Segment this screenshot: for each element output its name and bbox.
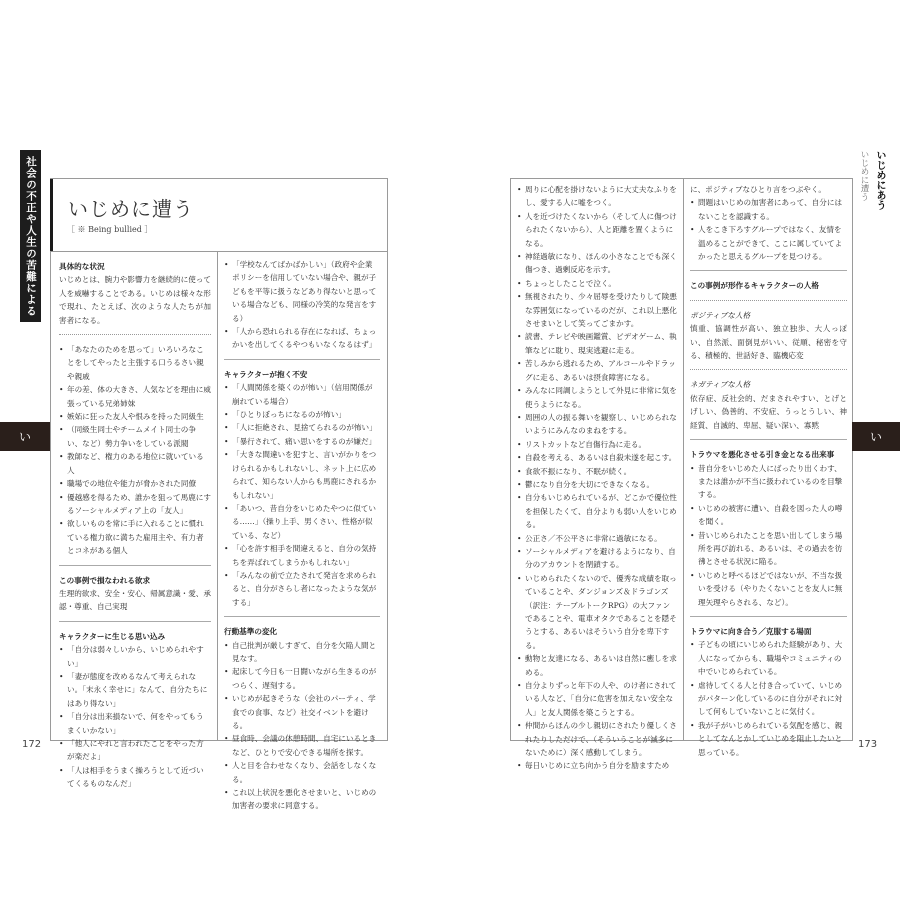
list-item: • 公正さ／不公平さに非常に過敏になる。	[517, 532, 677, 545]
list-item: • 問題はいじめの加害者にあって、自分にはないことを認識する。	[690, 196, 847, 223]
entry-tab-bold: いじめにあう	[874, 150, 885, 210]
list-item: • 「人は相手をうまく操ろうとして近づいてくるものなんだ」	[59, 764, 211, 791]
list-item: • 「他人にやれと言われたことをやった方が楽だよ」	[59, 737, 211, 764]
page-number-right: 173	[858, 739, 878, 750]
section-heading: この事例で損なわれる欲求	[59, 575, 151, 585]
list-item: • 毎日いじめに立ち向かう自分を励ますため	[517, 759, 677, 772]
left-page-column-1	[59, 258, 211, 791]
section-divider	[59, 334, 211, 335]
list-item: • 自己批判が厳しすぎて、自分を欠陥人間と見なす。	[224, 639, 380, 666]
index-tab-right-label: い	[869, 430, 882, 444]
list-item: • 人と目を合わせなくなり、会話をしなくなる。	[224, 759, 380, 786]
bullet-list	[59, 343, 211, 558]
bullet-list	[690, 462, 847, 609]
list-item: • 起床して今日も一日闘いながら生きるのがつらく、遅刻する。	[224, 665, 380, 692]
list-item: • 無視されたり、少々屈辱を受けたりして険悪な雰囲気になっているのだが、これ以上悪化させまいとして笑ってごまかす。	[517, 290, 677, 330]
section-divider	[690, 616, 847, 617]
list-item: • いじめの被害に遭い、自殺を図った人の噂を聞く。	[690, 502, 847, 529]
list-item: • 読書、テレビや映画鑑賞、ビデオゲーム、執筆などに耽り、現実逃避に走る。	[517, 330, 677, 357]
list-item: • ちょっとしたことで泣く。	[517, 277, 677, 290]
list-item: • リストカットなど自傷行為に走る。	[517, 438, 677, 451]
list-item: • いじめと呼べるほどではないが、不当な扱いを受ける（やりたくないことを友人に無理矢理やらされる、など）。	[690, 569, 847, 609]
list-item: • 苦しみから逃れるため、アルコールやドラッグに走る、あるいは摂食障害になる。	[517, 357, 677, 384]
list-item: • 「自分は弱々しいから、いじめられやすい」	[59, 643, 211, 670]
list-item: • 昼食時、会議の休憩時間、自宅にいるときなど、ひとりで安心できる場所を探す。	[224, 732, 380, 759]
list-item: • 「人から恐れられる存在になれば、ちょっかいを出してくるやつもいなくなるはず」	[224, 325, 380, 352]
section-paragraph: 依存症、反社会的、だまされやすい、とげとげしい、偽善的、不安症、うっとうしい、神経質、自滅的、卑屈、疑い深い、寡黙	[690, 393, 847, 430]
list-item: • 自分もいじめられているが、どこかで優位性を担保したくて、自分よりも弱い人をいじめる。	[517, 491, 677, 531]
list-item: • これ以上状況を悪化させまいと、いじめの加害者の要求に同意する。	[224, 786, 380, 813]
list-item: • 教師など、権力のある地位に就いている人	[59, 450, 211, 477]
index-tab-right[interactable]	[852, 422, 900, 451]
section-divider	[59, 565, 211, 566]
list-item: • （同級生同士やチームメイト同士の争い、など）勢力争いをしている派閥	[59, 423, 211, 450]
list-item: • 自分よりずっと年下の人や、のけ者にされている人など、「自分に危害を加えない安全な人」と友人関係を築こうとする。	[517, 679, 677, 719]
list-item: • 虐待してくる人と付き合っていて、いじめがパターン化しているのに自分がそれに対して何もしていないことに気付く。	[690, 679, 847, 719]
section-divider	[690, 369, 847, 370]
bullet-list	[224, 639, 380, 813]
list-item: • 「あいつ、昔自分をいじめたやつに似ている……」（操り上手、男くさい、性格が似ている、など）	[224, 502, 380, 542]
entry-tab-light: いじめに遭う	[859, 150, 869, 201]
list-item: • 動物と友達になる、あるいは自然に癒しを求める。	[517, 652, 677, 679]
continued-text: に、ポジティブなひとり言をつぶやく。	[690, 185, 826, 194]
list-item: • 「大きな間違いを犯すと、言いがかりをつけられるかもしれないし、ネット上に広められて、知らない人からも馬鹿にされるかもしれない」	[224, 448, 380, 502]
section-heading: トラウマに向き合う／克服する場面	[690, 626, 812, 636]
list-item: • 「ひとりぼっちになるのが怖い」	[224, 408, 380, 421]
bullet-list	[224, 258, 380, 352]
list-item: • 「あなたのためを思って」いろいろなことをしてやったと主張する口うるさい親や親戚	[59, 343, 211, 383]
section-divider	[690, 300, 847, 301]
page-title: いじめに遭う	[68, 197, 194, 221]
right-column-divider	[683, 178, 684, 741]
list-item: • 「みんなの前で立たされて発言を求められると、自分がさらし者になったような気がする」	[224, 569, 380, 609]
list-item: • 「人に拒絶され、見捨てられるのが怖い」	[224, 421, 380, 434]
list-item: • 「自分は出来損ないで、何をやってもうまくいかない」	[59, 710, 211, 737]
list-item: • 自殺を考える、あるいは自殺未遂を起こす。	[517, 451, 677, 464]
list-item: • 神経過敏になり、ほんの小さなことでも深く傷つき、過剰反応を示す。	[517, 250, 677, 277]
list-item: • 「人間関係を築くのが怖い」（信用関係が崩れている場合）	[224, 381, 380, 408]
left-column-divider	[217, 251, 218, 741]
list-item: • 「心を許す相手を間違えると、自分の気持ちを弄ばれてしまうかもしれない」	[224, 542, 380, 569]
section-heading: 具体的な状況	[59, 262, 105, 271]
list-item: • ソーシャルメディアを避けるようになり、自分のアカウントを閉鎖する。	[517, 545, 677, 572]
list-item: • 職場での地位や能力が脅かされた同僚	[59, 477, 211, 490]
list-item: • 昔いじめられたことを思い出してしまう場所を再び訪れる、あるいは、その過去を彷彿とさせる状況に陥る。	[690, 529, 847, 569]
list-item: • 人を近づけたくないから（そして人に傷つけられたくないから）、人と距離を置くようになる。	[517, 210, 677, 250]
title-accent-bar	[50, 179, 53, 251]
list-item: • 子どもの頃にいじめられた経験があり、大人になってからも、職場やコミュニティの中でいじめられている。	[690, 638, 847, 678]
section-paragraph: 慎重、協調性が高い、独立独歩、大人っぽい、自然派、面倒見がいい、従順、秘密を守る、積極的、世話好き、臨機応変	[690, 324, 847, 361]
bullet-list	[690, 196, 847, 263]
list-item: • 仲間からほんの少し親切にされたり優しくされたりしただけで、（そういうことが滅多にないために）深く感動してしまう。	[517, 719, 677, 759]
list-item: • 「暴行されて、痛い思いをするのが嫌だ」	[224, 435, 380, 448]
bullet-list	[517, 183, 677, 773]
section-heading: キャラクターに生じる思い込み	[59, 631, 166, 641]
page-number-left: 172	[22, 739, 42, 750]
page-subtitle: ［ ※ Being bullied ］	[67, 225, 153, 234]
section-heading: ネガティブな人格	[690, 380, 751, 390]
list-item: • 優越感を得るため、誰かを狙って馬鹿にするソーシャルメディア上の「友人」	[59, 491, 211, 518]
index-tab-left-label: い	[18, 430, 31, 444]
section-divider	[224, 616, 380, 617]
section-heading: キャラクターが抱く不安	[224, 369, 308, 379]
list-item: • 周囲の人の振る舞いを観察し、いじめられないようにみんなのまねをする。	[517, 411, 677, 438]
list-item: • 欲しいものを常に手に入れることに慣れている権力欲に満ちた雇用主や、有力者とコネがある個人	[59, 517, 211, 557]
section-divider	[224, 359, 380, 360]
list-item: • みんなに同調しようとして外見に非常に気を使うようになる。	[517, 384, 677, 411]
list-item: • 「学校なんてばかばかしい」（政府や企業ポリシーを信用していない場合や、親が子どもを平等に扱うなどあり得ないと思っている場合なども、同様の冷笑的な発言をする）	[224, 258, 380, 325]
list-item: • いじめが起きそうな（会社のパーティ、学食での食事、など）社交イベントを避ける。	[224, 692, 380, 732]
right-page-column-2	[690, 183, 847, 759]
section-divider	[690, 270, 847, 271]
chapter-tab	[4, 150, 41, 322]
list-item: • 我が子がいじめられている気配を感じ、親としてなんとかしていじめを阻止したいと思っている。	[690, 719, 847, 759]
index-tab-left[interactable]	[0, 422, 50, 451]
chapter-tab-label: 社会の不正や人生の苦難によるトラウマ	[4, 155, 37, 317]
list-item: • 食欲不振になり、不眠が続く。	[517, 465, 677, 478]
section-heading: トラウマを悪化させる引き金となる出来事	[690, 450, 835, 460]
section-divider	[690, 439, 847, 440]
section-heading: ポジティブな人格	[690, 310, 751, 320]
right-page-column-1	[517, 183, 677, 773]
list-item: • 嫉妬に狂った友人や恨みを持った同級生	[59, 410, 211, 423]
list-item: • 人をこき下ろすグループではなく、友情を温めることができて、ここに属していてよかったと思えるグループを見つける。	[690, 223, 847, 263]
list-item: • 「妻が態度を改めるなんて考えられない。「末永く幸せに」なんて、自分たちにはあり得ない」	[59, 670, 211, 710]
list-item: • 年の差、体の大きさ、人気などを理由に威張っている兄弟姉妹	[59, 383, 211, 410]
bullet-list	[224, 381, 380, 609]
title-block-rule	[50, 251, 388, 252]
bullet-list	[59, 643, 211, 790]
left-page-column-2	[224, 258, 380, 813]
bullet-list	[690, 638, 847, 759]
list-item: • 昔自分をいじめた人にばったり出くわす、または誰かが不当に扱われているのを目撃する。	[690, 462, 847, 502]
list-item: • 鬱になり自分を大切にできなくなる。	[517, 478, 677, 491]
section-divider	[59, 621, 211, 622]
section-paragraph: 生理的欲求、安全・安心、帰属意識・愛、承認・尊重、自己実現	[59, 588, 211, 612]
entry-tab	[858, 150, 892, 210]
section-paragraph: いじめとは、腕力や影響力を継続的に使って人を威嚇することである。いじめは様々な形で現れ、たとえば、次のような人たちが加害者になる。	[59, 275, 211, 325]
list-item: • いじめられたくないので、優秀な成績を取っていることや、ダンジョンズ＆ドラゴンズ（訳注：テーブルトークRPG）の大ファンであることや、電車オタクであることを隠そうとする、あるいはそういう自分を卑下する。	[517, 572, 677, 652]
section-heading: 行動基準の変化	[224, 627, 278, 637]
section-heading: この事例が形作るキャラクターの人格	[690, 281, 819, 291]
list-item: • 周りに心配を掛けないように大丈夫なふりをし、愛する人に嘘をつく。	[517, 183, 677, 210]
